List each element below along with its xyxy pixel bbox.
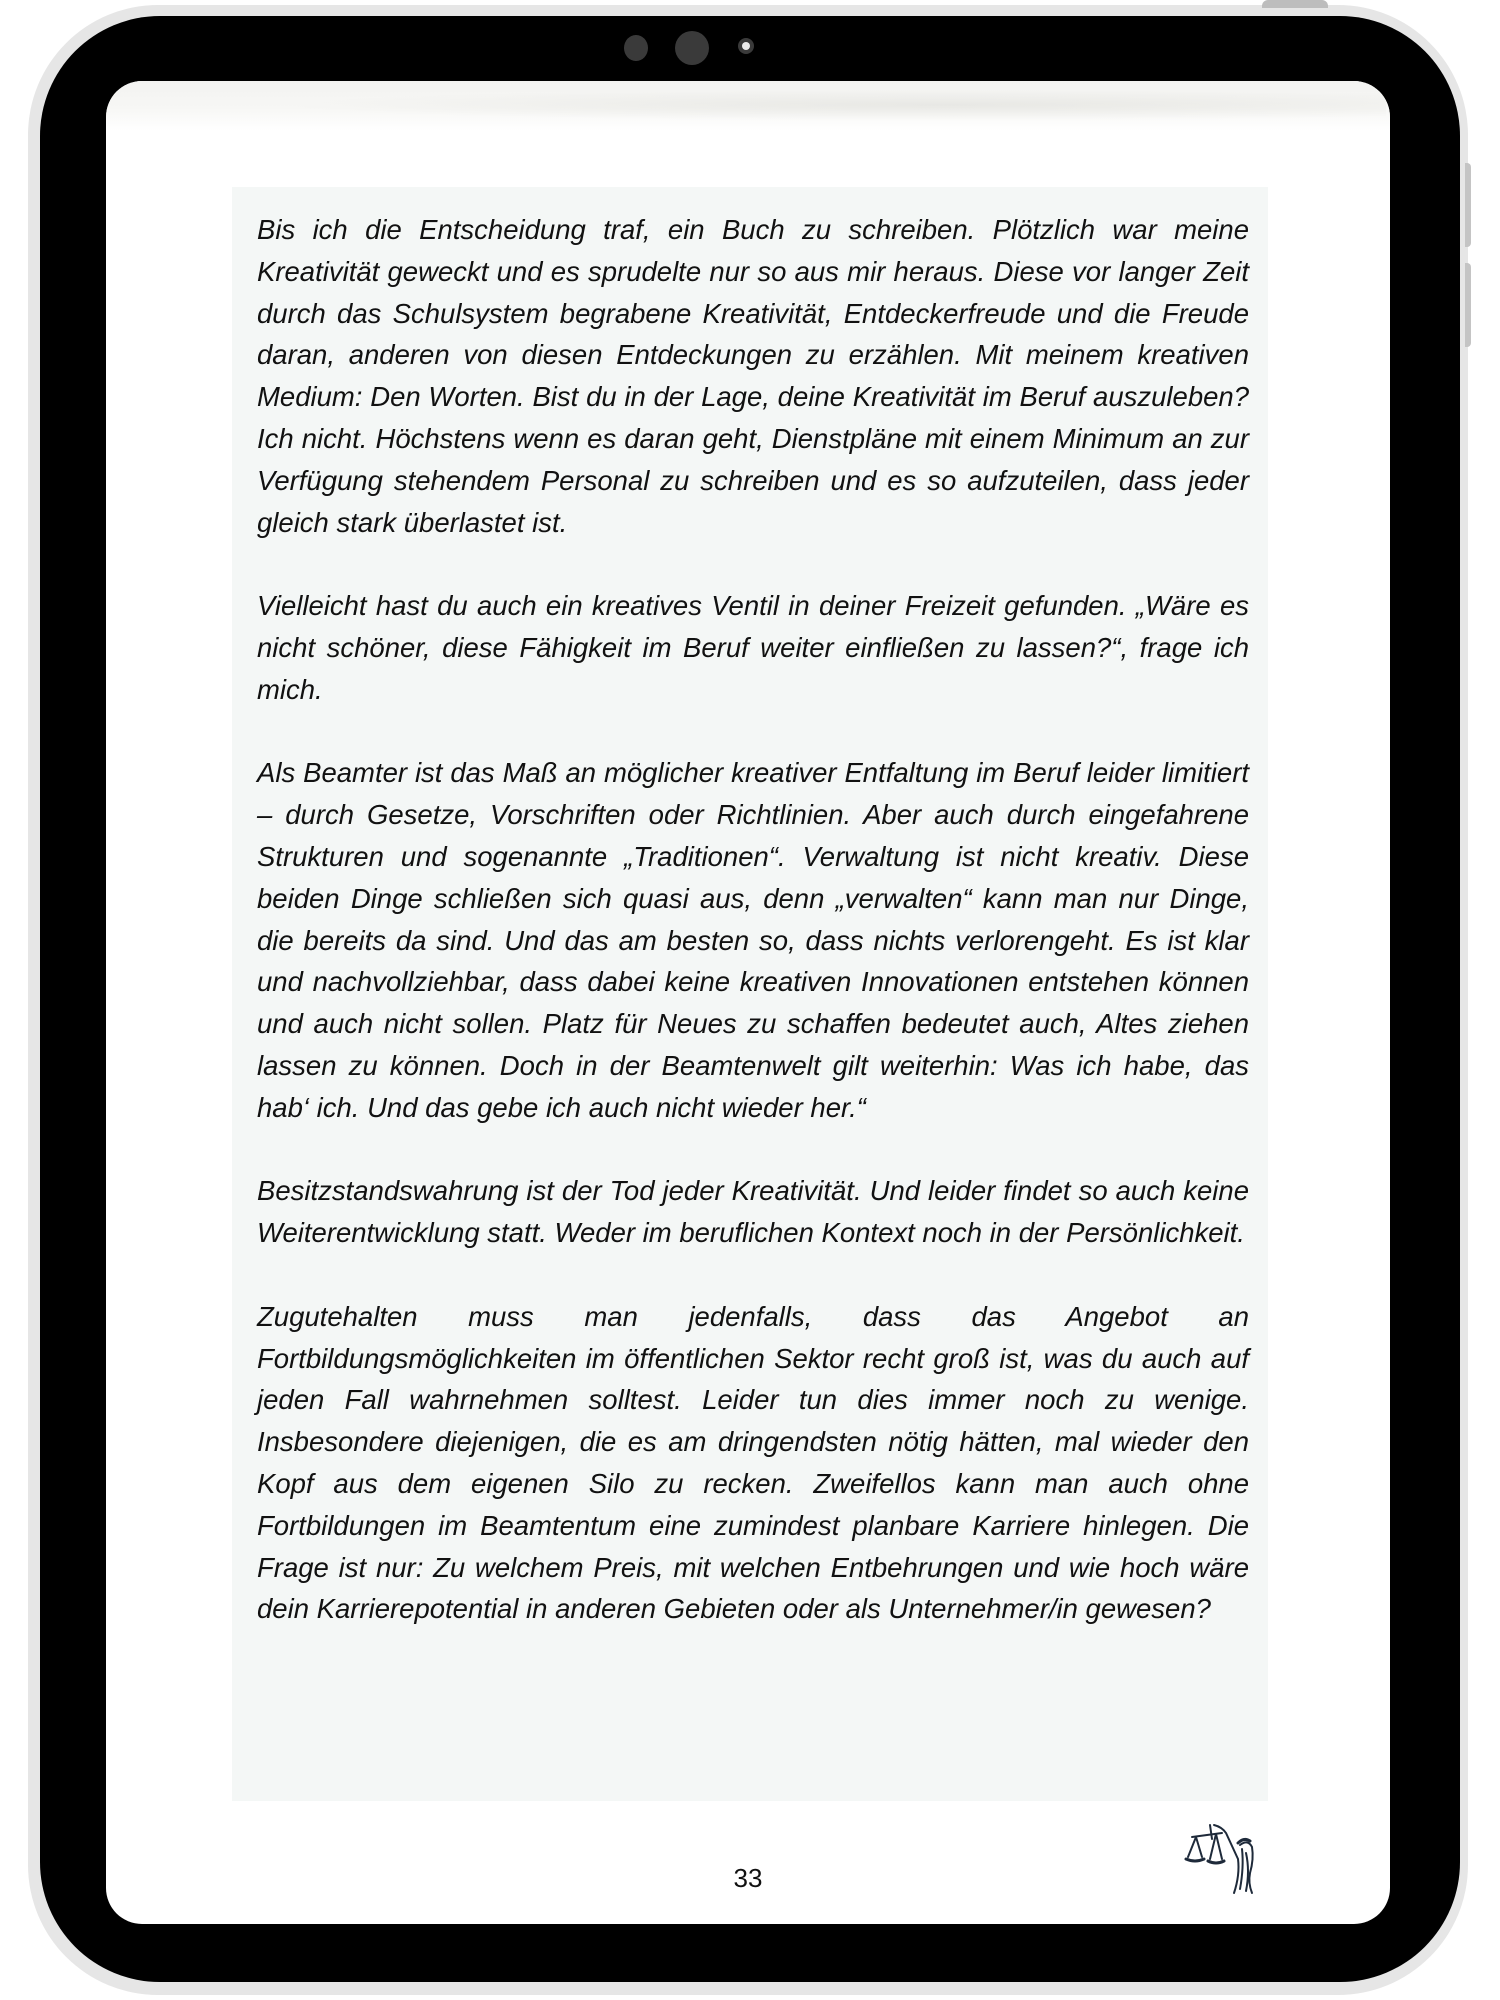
- volume-down-button: [1465, 263, 1471, 347]
- paragraph: Als Beamter ist das Maß an möglicher kreativer Entfaltung im Beruf leider limitiert – durch Gesetze, Vorschriften oder Richtlinien. Aber auch durch eingefahrene Strukturen und sogenannte „Traditionen“. Verwaltung ist nicht kreativ. Diese beiden Dinge schließen sich quasi aus, denn „verwalten“ kann man nur Dinge, die bereits da sind. Und das am besten so, dass nichts verlorengeht. Es ist klar und nachvollziehbar, dass dabei keine kreativen Innovationen entstehen können und auch nicht sollen. Platz für Neues zu schaffen bedeutet auch, Altes ziehen lassen zu können. Doch in der Beamtenwelt gilt weiterhin: Was ich habe, das hab‘ ich. Und das gebe ich auch nicht wieder her.“: [257, 757, 1249, 1123]
- body-text: [257, 209, 1249, 1630]
- paragraph: Besitzstandswahrung ist der Tod jeder Kreativität. Und leider findet so auch keine Weiterentwicklung statt. Weder im beruflichen Kontext noch in der Persönlichkeit.: [257, 1175, 1249, 1249]
- text-box: [232, 187, 1268, 1801]
- page-header-decoration: [106, 81, 1390, 131]
- volume-up-button: [1465, 163, 1471, 247]
- ebook-page: [106, 81, 1390, 1924]
- camera-icon: [738, 38, 754, 54]
- page-number: 33: [733, 1863, 763, 1893]
- paragraph: Zugutehalten muss man jedenfalls, dass das Angebot an Fortbildungsmöglichkeiten im öffentlichen Sektor recht groß ist, was du auch auf jeden Fall wahrnehmen solltest. Leider tun dies immer noch zu wenige. Insbesondere diejenigen, die es am dringendsten nötig hätten, mal wieder den Kopf aus dem eigenen Silo zu recken. Zweifellos kann man auch ohne Fortbildungen im Beamtentum eine zumindest planbare Karriere hinlegen. Die Frage ist nur: Zu welchem Preis, mit welchen Entbehrungen und wie hoch wäre dein Karrierepotential in anderen Gebieten oder als Unternehmer/in gewesen?: [257, 1300, 1249, 1625]
- justitia-scales-icon: [1182, 1819, 1262, 1899]
- paragraph: Vielleicht hast du auch ein kreatives Ventil in deiner Freizeit gefunden. „Wäre es nicht schöner, diese Fähigkeit im Beruf weiter einfließen zu lassen?“, frage ich mich.: [257, 590, 1249, 705]
- tablet-bezel: [40, 16, 1460, 1982]
- paragraph: Bis ich die Entscheidung traf, ein Buch zu schreiben. Plötzlich war meine Kreativität geweckt und es sprudelte nur so aus mir heraus. Diese vor langer Zeit durch das Schulsystem begrabene Kreativität, Entdeckerfreude und die Freude daran, anderen von diesen Entdeckungen zu erzählen. Mit meinem kreativen Medium: Den Worten. Bist du in der Lage, deine Kreativität im Beruf auszuleben? Ich nicht. Höchstens wenn es daran geht, Dienstpläne mit einem Minimum an zur Verfügung stehendem Personal zu schreiben und es so aufzuteilen, dass jeder gleich stark überlastet ist.: [257, 214, 1249, 538]
- top-button: [1262, 0, 1328, 8]
- sensor-icon: [675, 31, 709, 65]
- sensor-icon: [624, 35, 648, 61]
